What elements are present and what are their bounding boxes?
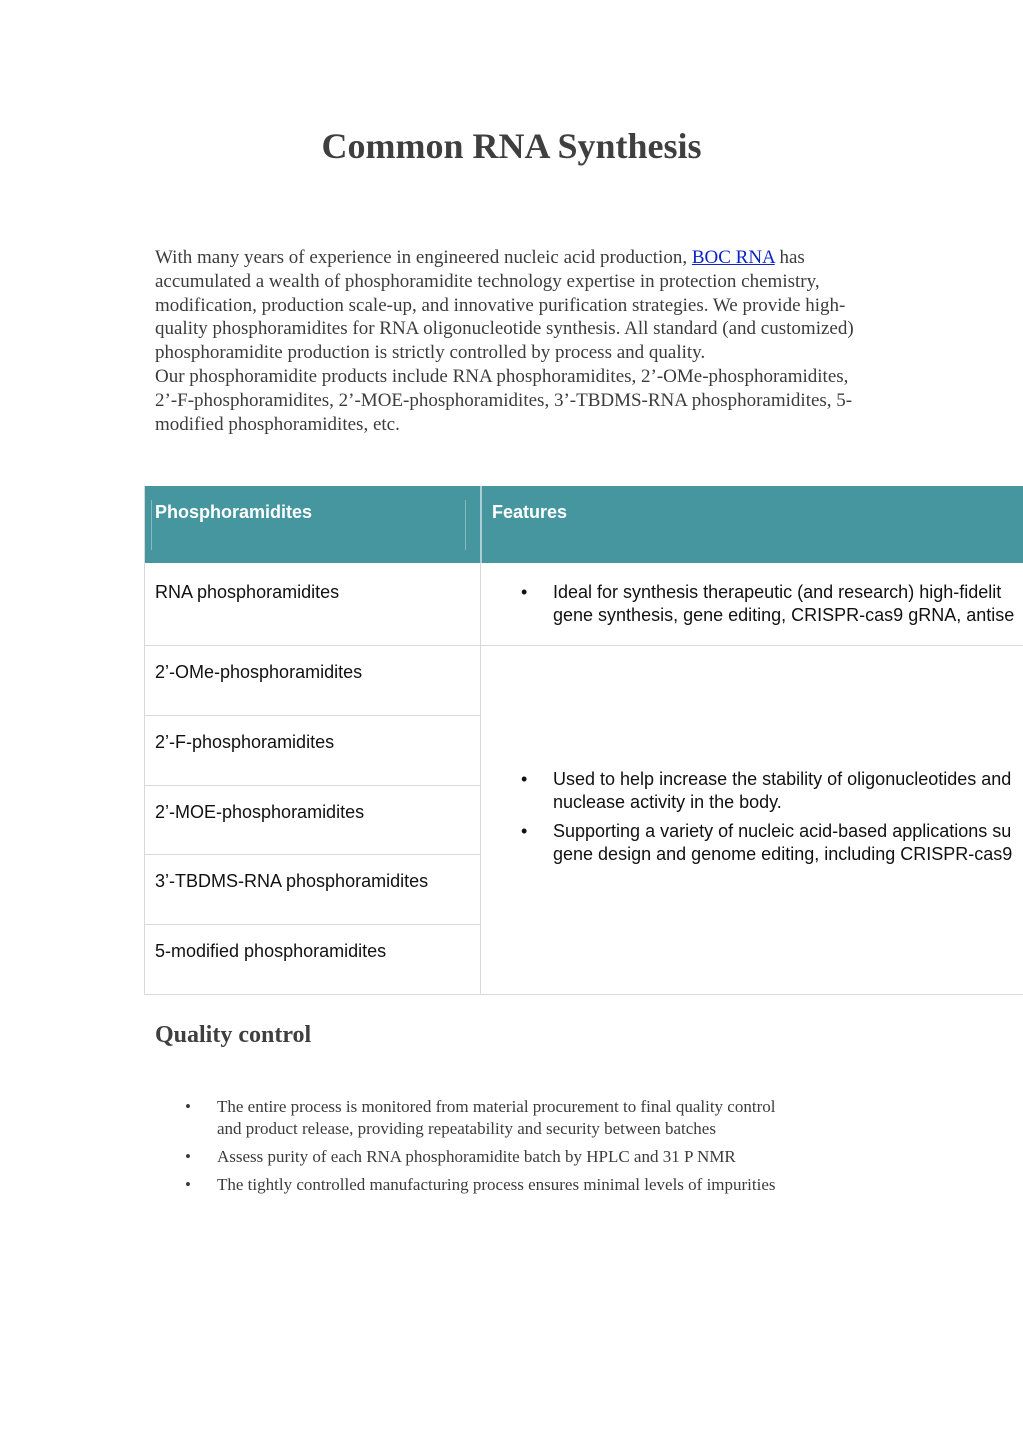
table-row	[145, 925, 480, 994]
phosphoramidites-table	[144, 486, 1023, 995]
qc-item-line: Assess purity of each RNA phosphoramidite batch by HPLC and 31 P NMR	[217, 1147, 736, 1166]
qc-item-line: The tightly controlled manufacturing process ensures minimal levels of impurities	[217, 1175, 776, 1194]
list-item	[481, 768, 1012, 814]
intro-text	[155, 246, 875, 436]
feature-line: Used to help increase the stability of oligonucleotides and	[553, 769, 1012, 789]
features-list	[481, 768, 1012, 872]
bullet-icon: •	[521, 769, 528, 789]
table-row	[145, 786, 480, 855]
bullet-icon: •	[185, 1097, 191, 1116]
boc-rna-link[interactable]: BOC RNA	[691, 247, 775, 268]
list-item	[481, 581, 1014, 627]
header-features-label: Features	[492, 502, 568, 522]
row-label-2-moe: 2’-MOE-phosphoramidites	[155, 802, 365, 822]
header-phosphoramidites	[145, 486, 480, 563]
intro-text-after-link: has accumulated a wealth of phosphoramidite technology expertise in protection chemistry, modification, production scale-up, and innovative purification strategies. We provide high-quality phosphoramidites for RNA oligonucleotide synthesis. All standard (and customized) phosphoramidite production is strictly controlled by process and quality.	[155, 247, 854, 364]
qc-item-line: The entire process is monitored from material procurement to final quality control	[217, 1097, 776, 1116]
table-header	[145, 486, 1023, 563]
bullet-icon: •	[521, 582, 528, 602]
list-item	[185, 1096, 885, 1140]
feature-line: Supporting a variety of nucleic acid-based applications su	[553, 821, 1012, 841]
feature-line: nuclease activity in the body.	[553, 792, 782, 812]
list-item	[185, 1146, 885, 1168]
table-row	[145, 646, 480, 716]
list-item	[481, 820, 1012, 866]
feature-line: gene synthesis, gene editing, CRISPR-cas9 gRNA, antise	[553, 605, 1015, 625]
bullet-icon: •	[521, 821, 528, 841]
quality-control-list	[185, 1096, 885, 1202]
intro-paragraph-1	[155, 246, 875, 365]
table-row	[145, 716, 480, 786]
feature-line: gene design and genome editing, including CRISPR-cas9	[553, 844, 1013, 864]
row-label-2-f: 2’-F-phosphoramidites	[155, 732, 335, 752]
intro-paragraph-2: Our phosphoramidite products include RNA phosphoramidites, 2’-OMe-phosphoramidites, 2’-F-phosphoramidites, 2’-MOE-phosphoramidites, 3’-TBDMS-RNA phosphoramidites, 5-modified phosphoramidites, etc.	[155, 365, 853, 435]
page-title: Common RNA Synthesis	[321, 126, 702, 166]
quality-control-heading: Quality control	[155, 1022, 312, 1048]
features-cell-rna	[481, 563, 1023, 646]
header-phosphoramidites-label: Phosphoramidites	[155, 502, 313, 522]
features-cell-modified	[481, 646, 1023, 994]
table-row	[145, 855, 480, 925]
list-item	[185, 1174, 885, 1196]
bullet-icon: •	[185, 1147, 191, 1166]
intro-text-before-link: With many years of experience in engineered nucleic acid production,	[155, 247, 692, 268]
row-label-5-modified: 5-modified phosphoramidites	[155, 941, 387, 961]
table-row	[145, 563, 480, 646]
bullet-icon: •	[185, 1175, 191, 1194]
row-label-2-ome: 2’-OMe-phosphoramidites	[155, 662, 363, 682]
feature-line: Ideal for synthesis therapeutic (and research) high-fidelit	[553, 582, 1002, 602]
qc-item-line: and product release, providing repeatability and security between batches	[217, 1119, 716, 1138]
row-label-rna: RNA phosphoramidites	[155, 582, 340, 602]
header-features	[480, 486, 1023, 563]
features-list	[481, 581, 1014, 633]
row-label-3-tbdms: 3’-TBDMS-RNA phosphoramidites	[155, 871, 429, 891]
